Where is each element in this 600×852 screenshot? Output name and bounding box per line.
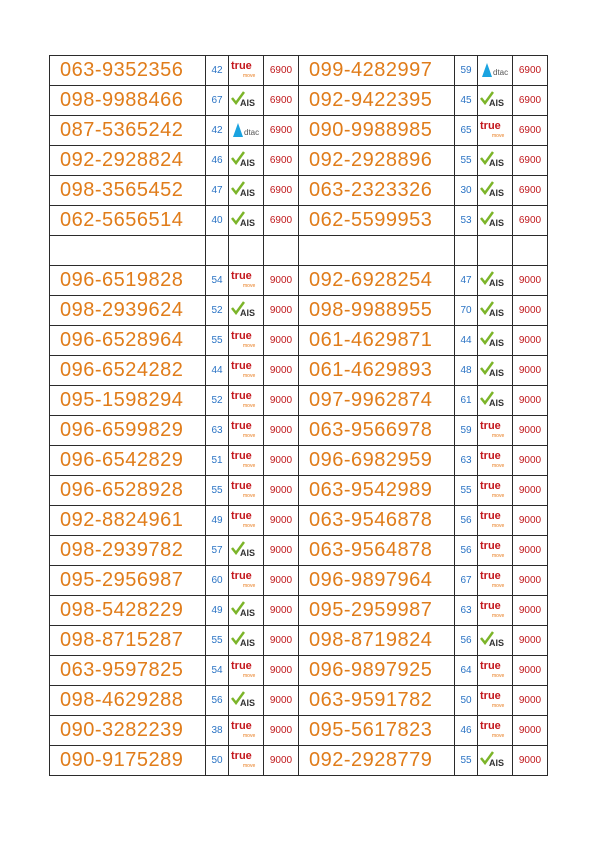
price: 9000 xyxy=(513,506,548,536)
table-row xyxy=(50,446,548,476)
ais-logo-icon: AIS xyxy=(231,301,259,321)
price: 6900 xyxy=(513,116,548,146)
price: 9000 xyxy=(264,596,299,626)
digit-sum: 52 xyxy=(206,386,229,416)
table-row xyxy=(50,656,548,686)
table-row xyxy=(50,176,548,206)
price: 9000 xyxy=(513,746,548,776)
true-move-logo-icon: true move xyxy=(480,599,505,619)
table-row xyxy=(50,566,548,596)
operator-cell xyxy=(478,746,513,776)
digit-sum: 44 xyxy=(206,356,229,386)
operator-cell xyxy=(478,356,513,386)
phone-number: 090-9988985 xyxy=(299,116,455,146)
operator-cell xyxy=(478,506,513,536)
operator-cell xyxy=(478,416,513,446)
phone-number: 098-4629288 xyxy=(50,686,206,716)
phone-number: 063-9591782 xyxy=(299,686,455,716)
price: 9000 xyxy=(264,296,299,326)
operator-cell xyxy=(478,536,513,566)
price: 9000 xyxy=(264,746,299,776)
operator-cell xyxy=(478,176,513,206)
phone-number: 063-2323326 xyxy=(299,176,455,206)
operator-cell xyxy=(229,656,264,686)
true-move-logo-icon: true move xyxy=(480,719,505,739)
operator-cell xyxy=(229,146,264,176)
operator-cell xyxy=(229,86,264,116)
operator-cell xyxy=(478,296,513,326)
operator-cell xyxy=(229,476,264,506)
phone-number: 092-2928779 xyxy=(299,746,455,776)
operator-cell xyxy=(478,716,513,746)
ais-logo-icon: AIS xyxy=(231,691,259,711)
digit-sum: 46 xyxy=(206,146,229,176)
digit-sum: 45 xyxy=(455,86,478,116)
phone-number: 062-5599953 xyxy=(299,206,455,236)
price: 9000 xyxy=(264,416,299,446)
price: 9000 xyxy=(513,386,548,416)
phone-number: 092-2928896 xyxy=(299,146,455,176)
price: 9000 xyxy=(264,626,299,656)
table-row xyxy=(50,266,548,296)
table-row xyxy=(50,116,548,146)
phone-number: 098-9988466 xyxy=(50,86,206,116)
phone-number: 063-9352356 xyxy=(50,56,206,86)
price: 9000 xyxy=(264,446,299,476)
price: 9000 xyxy=(513,476,548,506)
price: 9000 xyxy=(264,656,299,686)
operator-cell xyxy=(229,206,264,236)
phone-number: 098-8715287 xyxy=(50,626,206,656)
digit-sum: 63 xyxy=(455,446,478,476)
ais-logo-icon: AIS xyxy=(480,211,508,231)
price: 9000 xyxy=(264,716,299,746)
digit-sum: 54 xyxy=(206,656,229,686)
operator-cell xyxy=(478,626,513,656)
digit-sum: 47 xyxy=(455,266,478,296)
ais-logo-icon: AIS xyxy=(480,331,508,351)
ais-logo-icon: AIS xyxy=(480,361,508,381)
price: 9000 xyxy=(513,686,548,716)
digit-sum: 55 xyxy=(455,476,478,506)
phone-number: 096-6599829 xyxy=(50,416,206,446)
phone-number: 098-8719824 xyxy=(299,626,455,656)
operator-cell xyxy=(229,266,264,296)
true-move-logo-icon: true move xyxy=(231,359,256,379)
price: 9000 xyxy=(264,356,299,386)
table-row xyxy=(50,686,548,716)
true-move-logo-icon: true move xyxy=(231,59,256,79)
table-row xyxy=(50,476,548,506)
ais-logo-icon: AIS xyxy=(231,181,259,201)
operator-cell xyxy=(229,716,264,746)
phone-number: 097-9962874 xyxy=(299,386,455,416)
phone-number: 095-1598294 xyxy=(50,386,206,416)
operator-cell xyxy=(229,176,264,206)
price: 6900 xyxy=(264,146,299,176)
ais-logo-icon: AIS xyxy=(231,91,259,111)
dtac-logo-icon: dtac xyxy=(480,61,508,81)
true-move-logo-icon: true move xyxy=(480,569,505,589)
phone-number: 063-9564878 xyxy=(299,536,455,566)
digit-sum: 54 xyxy=(206,266,229,296)
operator-cell xyxy=(229,326,264,356)
true-move-logo-icon: true move xyxy=(231,419,256,439)
ais-logo-icon: AIS xyxy=(231,151,259,171)
phone-number: 061-4629893 xyxy=(299,356,455,386)
operator-cell xyxy=(229,56,264,86)
digit-sum: 59 xyxy=(455,416,478,446)
operator-cell xyxy=(229,506,264,536)
operator-cell xyxy=(229,596,264,626)
digit-sum: 55 xyxy=(206,326,229,356)
true-move-logo-icon: true move xyxy=(480,449,505,469)
digit-sum: 56 xyxy=(455,536,478,566)
price: 6900 xyxy=(264,206,299,236)
phone-number-table-body xyxy=(50,56,548,776)
digit-sum: 38 xyxy=(206,716,229,746)
digit-sum: 55 xyxy=(455,146,478,176)
true-move-logo-icon: true move xyxy=(480,659,505,679)
phone-number: 063-9597825 xyxy=(50,656,206,686)
digit-sum: 48 xyxy=(455,356,478,386)
ais-logo-icon: AIS xyxy=(480,91,508,111)
digit-sum: 30 xyxy=(455,176,478,206)
digit-sum: 56 xyxy=(206,686,229,716)
digit-sum: 67 xyxy=(206,86,229,116)
true-move-logo-icon: true move xyxy=(480,539,505,559)
table-row xyxy=(50,356,548,386)
digit-sum: 63 xyxy=(206,416,229,446)
ais-logo-icon: AIS xyxy=(480,391,508,411)
phone-number: 096-9897925 xyxy=(299,656,455,686)
price: 9000 xyxy=(264,686,299,716)
digit-sum: 70 xyxy=(455,296,478,326)
ais-logo-icon: AIS xyxy=(480,271,508,291)
operator-cell xyxy=(478,146,513,176)
digit-sum: 52 xyxy=(206,296,229,326)
empty-cell xyxy=(299,236,455,266)
phone-number: 092-2928824 xyxy=(50,146,206,176)
operator-cell xyxy=(229,386,264,416)
phone-number: 090-3282239 xyxy=(50,716,206,746)
digit-sum: 59 xyxy=(455,56,478,86)
price: 9000 xyxy=(513,656,548,686)
price: 6900 xyxy=(513,206,548,236)
operator-cell xyxy=(478,326,513,356)
digit-sum: 65 xyxy=(455,116,478,146)
digit-sum: 42 xyxy=(206,116,229,146)
price: 9000 xyxy=(264,386,299,416)
price: 9000 xyxy=(264,536,299,566)
phone-number: 087-5365242 xyxy=(50,116,206,146)
phone-number: 098-2939782 xyxy=(50,536,206,566)
operator-cell xyxy=(229,746,264,776)
operator-cell xyxy=(229,566,264,596)
ais-logo-icon: AIS xyxy=(480,151,508,171)
operator-cell xyxy=(229,356,264,386)
price: 6900 xyxy=(513,146,548,176)
price: 9000 xyxy=(264,566,299,596)
table-row xyxy=(50,326,548,356)
table-row xyxy=(50,536,548,566)
phone-number: 098-3565452 xyxy=(50,176,206,206)
operator-cell xyxy=(478,686,513,716)
price: 9000 xyxy=(513,266,548,296)
price: 9000 xyxy=(513,626,548,656)
operator-cell xyxy=(478,116,513,146)
table-row xyxy=(50,506,548,536)
table-row xyxy=(50,626,548,656)
price: 9000 xyxy=(513,356,548,386)
digit-sum: 67 xyxy=(455,566,478,596)
price: 9000 xyxy=(513,296,548,326)
operator-cell xyxy=(478,206,513,236)
true-move-logo-icon: true move xyxy=(231,719,256,739)
true-move-logo-icon: true move xyxy=(231,449,256,469)
table-row xyxy=(50,206,548,236)
operator-cell xyxy=(478,86,513,116)
phone-number: 096-6528964 xyxy=(50,326,206,356)
true-move-logo-icon: true move xyxy=(480,509,505,529)
phone-number: 063-9542989 xyxy=(299,476,455,506)
price: 6900 xyxy=(513,176,548,206)
price: 9000 xyxy=(264,266,299,296)
ais-logo-icon: AIS xyxy=(231,541,259,561)
true-move-logo-icon: true move xyxy=(231,269,256,289)
phone-number: 092-9422395 xyxy=(299,86,455,116)
ais-logo-icon: AIS xyxy=(480,631,508,651)
digit-sum: 55 xyxy=(206,476,229,506)
digit-sum: 47 xyxy=(206,176,229,206)
spacer-row xyxy=(50,236,548,266)
phone-number: 095-2959987 xyxy=(299,596,455,626)
true-move-logo-icon: true move xyxy=(231,479,256,499)
operator-cell xyxy=(229,686,264,716)
price: 9000 xyxy=(513,326,548,356)
digit-sum: 46 xyxy=(455,716,478,746)
phone-number: 095-2956987 xyxy=(50,566,206,596)
phone-number: 096-6542829 xyxy=(50,446,206,476)
ais-logo-icon: AIS xyxy=(231,601,259,621)
operator-cell xyxy=(229,536,264,566)
operator-cell xyxy=(229,626,264,656)
true-move-logo-icon: true move xyxy=(231,389,256,409)
price: 9000 xyxy=(264,506,299,536)
digit-sum: 44 xyxy=(455,326,478,356)
phone-number: 096-6982959 xyxy=(299,446,455,476)
empty-cell xyxy=(50,236,206,266)
digit-sum: 50 xyxy=(206,746,229,776)
operator-cell xyxy=(478,386,513,416)
digit-sum: 49 xyxy=(206,506,229,536)
ais-logo-icon: AIS xyxy=(231,211,259,231)
table-row xyxy=(50,416,548,446)
price: 6900 xyxy=(264,116,299,146)
phone-number: 063-9566978 xyxy=(299,416,455,446)
price: 9000 xyxy=(264,326,299,356)
phone-number: 096-9897964 xyxy=(299,566,455,596)
operator-cell xyxy=(478,56,513,86)
table-row xyxy=(50,86,548,116)
price: 6900 xyxy=(264,176,299,206)
true-move-logo-icon: true move xyxy=(480,689,505,709)
empty-cell xyxy=(513,236,548,266)
table-row xyxy=(50,146,548,176)
digit-sum: 42 xyxy=(206,56,229,86)
phone-number: 098-9988955 xyxy=(299,296,455,326)
price: 6900 xyxy=(264,56,299,86)
empty-cell xyxy=(478,236,513,266)
empty-cell xyxy=(455,236,478,266)
digit-sum: 55 xyxy=(455,746,478,776)
table-row xyxy=(50,386,548,416)
operator-cell xyxy=(478,476,513,506)
digit-sum: 55 xyxy=(206,626,229,656)
ais-logo-icon: AIS xyxy=(480,301,508,321)
phone-number: 095-5617823 xyxy=(299,716,455,746)
phone-number: 092-6928254 xyxy=(299,266,455,296)
true-move-logo-icon: true move xyxy=(231,329,256,349)
ais-logo-icon: AIS xyxy=(231,631,259,651)
table-row xyxy=(50,746,548,776)
digit-sum: 61 xyxy=(455,386,478,416)
dtac-logo-icon: dtac xyxy=(231,121,259,141)
table-row xyxy=(50,716,548,746)
digit-sum: 63 xyxy=(455,596,478,626)
digit-sum: 56 xyxy=(455,626,478,656)
digit-sum: 40 xyxy=(206,206,229,236)
digit-sum: 51 xyxy=(206,446,229,476)
phone-number-table xyxy=(49,55,548,776)
phone-number: 096-6528928 xyxy=(50,476,206,506)
digit-sum: 57 xyxy=(206,536,229,566)
price: 9000 xyxy=(513,416,548,446)
operator-cell xyxy=(478,566,513,596)
digit-sum: 60 xyxy=(206,566,229,596)
table-row xyxy=(50,56,548,86)
true-move-logo-icon: true move xyxy=(231,509,256,529)
phone-number: 090-9175289 xyxy=(50,746,206,776)
phone-number: 096-6524282 xyxy=(50,356,206,386)
table-row xyxy=(50,296,548,326)
operator-cell xyxy=(478,596,513,626)
digit-sum: 50 xyxy=(455,686,478,716)
empty-cell xyxy=(264,236,299,266)
empty-cell xyxy=(229,236,264,266)
digit-sum: 64 xyxy=(455,656,478,686)
operator-cell xyxy=(229,296,264,326)
price: 6900 xyxy=(264,86,299,116)
true-move-logo-icon: true move xyxy=(480,119,505,139)
price: 9000 xyxy=(264,476,299,506)
phone-number: 099-4282997 xyxy=(299,56,455,86)
price: 9000 xyxy=(513,716,548,746)
phone-number: 061-4629871 xyxy=(299,326,455,356)
true-move-logo-icon: true move xyxy=(231,749,256,769)
operator-cell xyxy=(478,656,513,686)
digit-sum: 56 xyxy=(455,506,478,536)
phone-number: 092-8824961 xyxy=(50,506,206,536)
phone-number: 096-6519828 xyxy=(50,266,206,296)
phone-number: 098-2939624 xyxy=(50,296,206,326)
phone-number: 063-9546878 xyxy=(299,506,455,536)
phone-number: 062-5656514 xyxy=(50,206,206,236)
true-move-logo-icon: true move xyxy=(231,569,256,589)
ais-logo-icon: AIS xyxy=(480,181,508,201)
operator-cell xyxy=(229,446,264,476)
price: 9000 xyxy=(513,596,548,626)
table-row xyxy=(50,596,548,626)
true-move-logo-icon: true move xyxy=(231,659,256,679)
price: 9000 xyxy=(513,536,548,566)
true-move-logo-icon: true move xyxy=(480,479,505,499)
operator-cell xyxy=(229,116,264,146)
price: 6900 xyxy=(513,86,548,116)
price: 9000 xyxy=(513,446,548,476)
true-move-logo-icon: true move xyxy=(480,419,505,439)
empty-cell xyxy=(206,236,229,266)
digit-sum: 53 xyxy=(455,206,478,236)
ais-logo-icon: AIS xyxy=(480,751,508,771)
operator-cell xyxy=(478,266,513,296)
price: 6900 xyxy=(513,56,548,86)
operator-cell xyxy=(229,416,264,446)
price: 9000 xyxy=(513,566,548,596)
phone-number: 098-5428229 xyxy=(50,596,206,626)
digit-sum: 49 xyxy=(206,596,229,626)
operator-cell xyxy=(478,446,513,476)
